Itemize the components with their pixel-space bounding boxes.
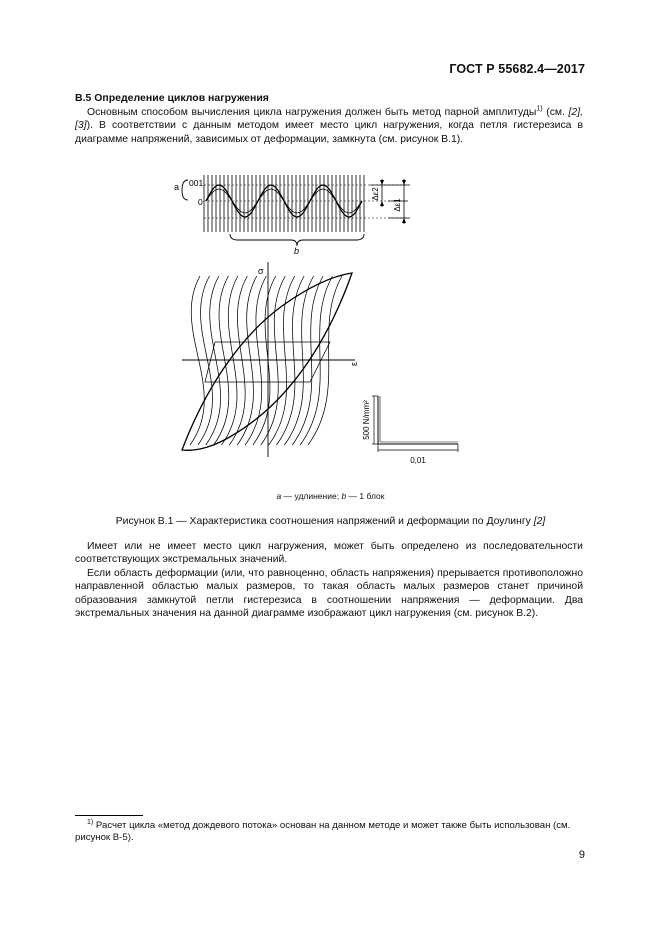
figure-caption [0,516,661,527]
label-delta-eps1: Δε1 [393,198,402,212]
paragraph-2-text: Имеет или не имеет место цикл нагружения, может быть определено из последовательности соответствующих экстремальных значений. [75,541,583,566]
label-b: b [294,246,300,256]
paragraph-2 [75,540,583,567]
figure-legend [0,491,661,501]
footnote-marker: 1) [87,818,94,826]
caption-text: Рисунок B.1 — Характеристика соотношения напряжений и деформации по Доулингу [115,516,534,527]
axis-epsilon: ε [349,361,359,366]
paragraph-1-refs: [2], [3] [75,107,583,132]
label-upper: 001 [189,178,204,188]
hysteresis-diagram [182,262,359,457]
legend-a-text: — удлинение; [281,491,342,501]
axis-sigma: σ [258,266,264,276]
page-number: 9 [578,849,585,861]
paragraph-1-text-c: ). В соответствии с данным методом имеет место цикл нагружения, когда петля гистерезиса в диаграмме напряжений, зависимых от деформации, замкнута (см. рисунок B.1). [75,120,583,145]
scale-stress: 500 N/mm² [362,400,371,440]
paragraph-1-text-a: Основным способом вычисления цикла нагружения должен быть метод парной амплитуды [87,107,537,118]
paragraph-3 [75,567,583,621]
paragraph-1 [75,106,583,146]
paragraph-1-text-b: (см. [542,107,569,118]
figure-b1 [160,160,480,485]
label-zero: 0 [198,197,203,207]
standard-code: ГОСТ Р 55682.4—2017 [449,62,585,76]
label-a: a [174,182,180,192]
label-delta-eps2: Δε2 [371,187,380,201]
footnote [75,820,583,845]
scale-strain: 0,01 [410,456,426,465]
footnote-rule [75,815,143,816]
caption-ref: [2] [533,516,546,527]
section-title: B.5 Определение циклов нагружения [75,92,269,104]
footnote-text: Расчет цикла «метод дождевого потока» основан на данном методе и может также быть использован (см. рисунок B-5). [75,820,571,844]
legend-b-text: — 1 блок [346,491,385,501]
legend-b-key: b [341,491,347,501]
paragraph-3-text: Если область деформации (или, что равноценно, область напряжения) прерывается противоположно направленной областью малых размеров, то такая область малых размеров станет причиной образования замкнутой петли гистерезиса в соотношении напряжения — деформации. Два экстремальных значения на данной диаграмме изображают цикл нагружения (см. рисунок B.2). [75,568,583,620]
footnote-ref[interactable]: 1) [536,105,543,113]
scale-bar [362,396,458,465]
strain-time-diagram [174,175,410,256]
legend-a-key: a [276,491,282,501]
